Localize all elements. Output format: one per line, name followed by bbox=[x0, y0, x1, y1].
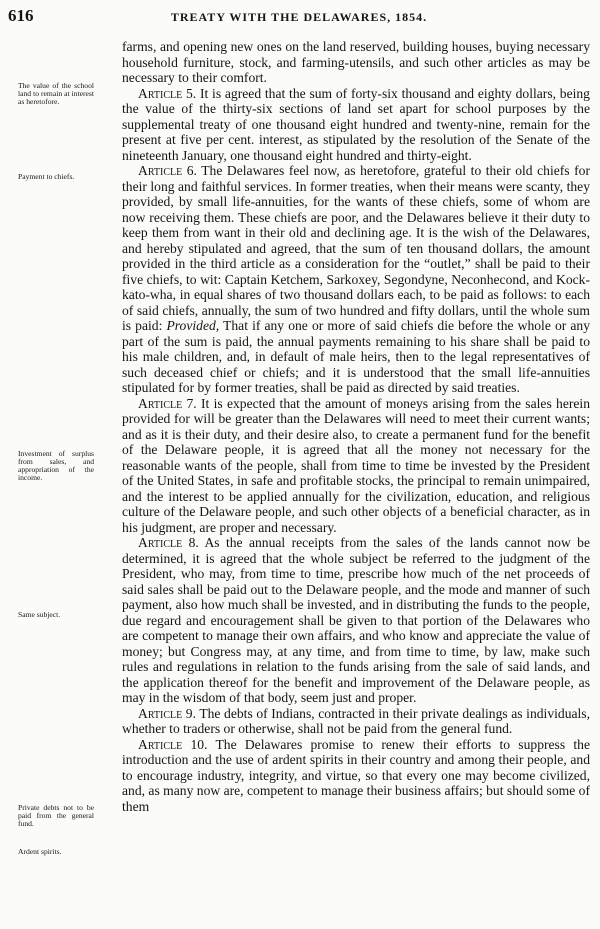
article-8 bbox=[122, 535, 590, 706]
article-5 bbox=[122, 86, 590, 164]
article-text: The Delawares promise to renew their efforts to suppress the introduction and the use of ardent spirits in their country and among their people, and to encourage industry, integrity, and virtue, so that every one may become civilized, and, as many now are, competent to manage their business affairs; but should some of them bbox=[122, 736, 590, 814]
article-heading: Article 9. bbox=[138, 705, 196, 721]
article-heading: Article 8. bbox=[138, 535, 199, 550]
article-text: It is agreed that the sum of forty-six thousand and eighty dollars, being the value of the thirty-six sections of land set apart for school purposes by the supplemental treaty of one thousand eight hundred and twenty-nine, remain for the present at five per cent. interest, as stipulated by the resolution of the Senate of the nineteenth January, one thousand eight hundred and thirty-eight. bbox=[122, 85, 590, 163]
running-head: TREATY WITH THE DELAWARES, 1854. bbox=[170, 10, 428, 24]
article-heading: Article 10. bbox=[138, 736, 208, 752]
page-header bbox=[4, 4, 594, 26]
article-proviso: Provided, bbox=[166, 318, 220, 333]
article-heading: Article 5. bbox=[138, 85, 197, 101]
margin-note-school-land: The value of the school land to remain at interest as heretofore. bbox=[18, 81, 94, 106]
article-10 bbox=[122, 737, 590, 815]
paragraph-continuation bbox=[122, 39, 590, 86]
margin-note-payment-to-chiefs: Payment to chiefs. bbox=[18, 172, 75, 181]
article-heading: Article 7. bbox=[138, 395, 197, 411]
margin-note-private-debts: Private debts not to be paid from the general fund. bbox=[18, 803, 94, 828]
margin-note-investment-of-surplus: Investment of surplus from sales, and appropriation of the income. bbox=[18, 449, 94, 482]
article-6 bbox=[122, 163, 590, 396]
article-text: The debts of Indians, contracted in their private dealings as individuals, whether to traders or otherwise, shall not be paid from the general fund. bbox=[122, 705, 590, 736]
treaty-text bbox=[122, 39, 590, 814]
article-9 bbox=[122, 706, 590, 737]
margin-note-ardent-spirits: Ardent spirits. bbox=[18, 847, 62, 856]
article-text: It is expected that the amount of moneys arising from the sales herein provided for will be greater than the Delawares will need to meet their current wants; and as it is their duty, and their desire also, to create a permanent fund for the benefit of the Delaware people, it is agreed that all the money not necessary for the reasonable wants of the people, shall from time to time be invested by the President of the United States, in safe and profitable stocks, the principal to remain unimpaired, and the interest to be applied annually for the civilization, education, and religious culture of the Delaware people, and such other objects of a beneficial character, as in his judgment, are proper and necessary. bbox=[122, 395, 590, 535]
paragraph-text: farms, and opening new ones on the land reserved, building houses, buying necessary household furniture, stock, and farming-utensils, and such other articles as may be necessary to their comfort. bbox=[122, 39, 590, 85]
article-7 bbox=[122, 396, 590, 536]
page-number: 616 bbox=[8, 6, 34, 25]
article-heading: Article 6. bbox=[138, 163, 197, 178]
margin-note-same-subject: Same subject. bbox=[18, 610, 61, 619]
article-text: As the annual receipts from the sales of the lands cannot now be determined, it is agreed that the whole subject be referred to the judgment of the President, who may, from time to time, prescribe how much of the net proceeds of said sales shall be paid out to the Delaware people, and the mode and manner of such payment, also how much shall be invested, and in distributing the funds to the people, due regard and encouragement shall be given to that portion of the Delawares who are competent to manage their own affairs, and who know and appreciate the value of money; but Congress may, at any time, and from time to time, by law, make such rules and regulations in relation to the funds arising from the sale of said lands, and the application thereof for the benefit and improvement of the Delaware people, as may in the wisdom of that body, seem just and proper. bbox=[122, 535, 591, 705]
article-text-continued: That if any one or more of said chiefs die before the whole or any part of the sum is paid, the annual payments remaining to his share shall be paid to his male children, and, in default of male heirs, then to the legal representatives of such deceased chief or chiefs; and it is understood that the small life-annuities stipulated for by former treaties, shall be paid as directed by said treaties. bbox=[122, 318, 591, 395]
article-text: The Delawares feel now, as heretofore, grateful to their old chiefs for their long and faithful services. In former treaties, when their means were scanty, they provided, by small life-annuities, for the wants of these chiefs, some of whom are now receiving them. These chiefs are poor, and the Delawares believe it their duty to keep them from want in their old and declining age. It is the wish of the Delawares, and hereby stipulated and agreed, that the sum of ten thousand dollars, the amount provided in the third article as a consideration for the “outlet,” shall be paid to their five chiefs, to wit: Captain Ketchem, Sarkoxey, Segondyne, Neconhecond, and Kock-kato-wha, in equal shares of two thousand dollars each, to be paid as follows: to each of said chiefs, annually, the sum of two hundred and fifty dollars, until the whole sum is paid: bbox=[122, 163, 590, 333]
